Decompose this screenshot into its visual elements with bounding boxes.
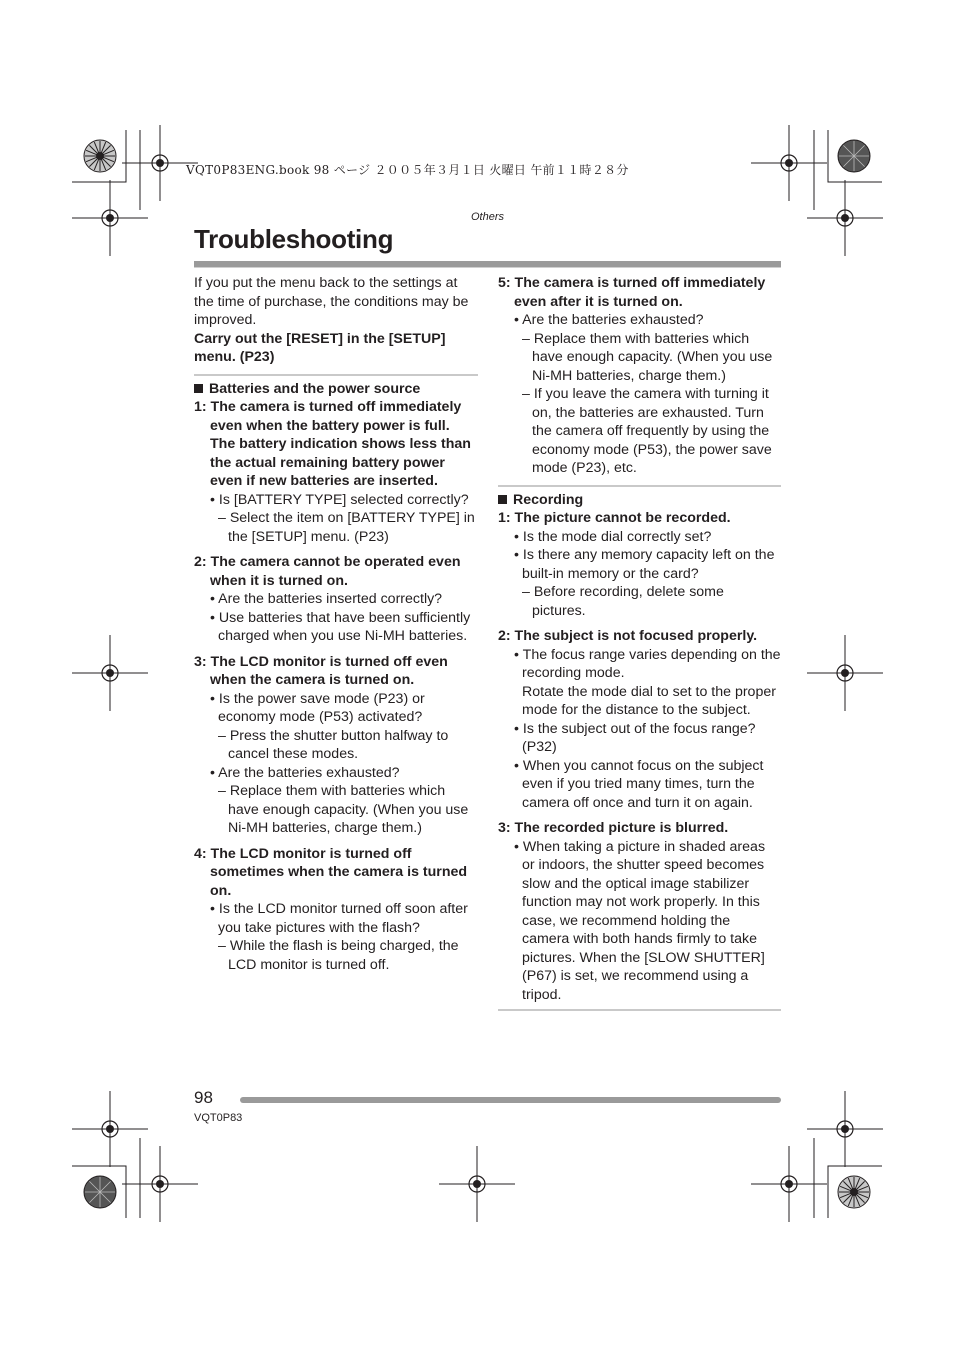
divider — [498, 1009, 781, 1011]
square-bullet-icon — [498, 495, 507, 504]
registration-crosshair-icon — [72, 1091, 148, 1167]
footer-bar — [240, 1097, 781, 1103]
registration-crosshair-icon — [751, 125, 827, 201]
faq-question: 1: The camera is turned off immediately even when the battery power is full. The battery indication shows less than the actual remaining battery power even if new batteries are inserted. — [194, 399, 471, 489]
registration-crosshair-icon — [807, 180, 883, 256]
faq-question: 4: The LCD monitor is turned off sometimes when the camera is turned on. — [194, 845, 468, 899]
faq-sub-bullet: – While the flash is being charged, the LCD monitor is turned off. — [218, 938, 459, 973]
category-heading-text: Batteries and the power source — [209, 380, 421, 397]
section-label: Others — [471, 211, 505, 223]
registration-star-icon — [838, 140, 870, 172]
faq-item — [498, 274, 781, 478]
faq-sub-bullet: – Press the shutter button halfway to cancel these modes. — [218, 727, 449, 762]
faq-bullet: • Are the batteries inserted correctly? — [210, 591, 443, 607]
registration-crosshair-icon — [807, 635, 883, 711]
intro-instruction: Carry out the [RESET] in the [SETUP] menu. (P23) — [194, 330, 446, 365]
registration-crosshair-icon — [72, 180, 148, 256]
faq-bullet: • Use batteries that have been sufficiently charged when you use Ni-MH batteries. — [210, 609, 471, 644]
page-number: 98 — [194, 1088, 213, 1107]
faq-bullet: • When you cannot focus on the subject even if you tried many times, turn the camera off once and turn it on again. — [514, 757, 764, 811]
divider — [498, 485, 781, 487]
faq-bullet: • When taking a picture in shaded areas or indoors, the shutter speed becomes slow and the optical image stabilizer function may not work properly. In this case, we recommend holding the camera with both hands firmly to take pictures. When the [SLOW SHUTTER] (P67) is set, we recommend using a tripod. — [514, 838, 766, 1003]
faq-sub-bullet: – Select the item on [BATTERY TYPE] in the [SETUP] menu. (P23) — [218, 510, 475, 545]
faq-question: 1: The picture cannot be recorded. — [498, 510, 731, 526]
faq-bullet-continuation: Rotate the mode dial to set to the proper mode for the distance to the subject. — [522, 683, 776, 718]
registration-crosshair-icon — [807, 1091, 883, 1167]
faq-question: 5: The camera is turned off immediately even after it is turned on. — [498, 275, 766, 310]
faq-question: 3: The recorded picture is blurred. — [498, 820, 729, 836]
registration-star-icon — [84, 1176, 116, 1208]
faq-bullet: • Is [BATTERY TYPE] selected correctly? — [210, 491, 469, 508]
faq-bullet: • Is there any memory capacity left on the built-in memory or the card? — [514, 547, 775, 582]
faq-bullet: • Are the batteries exhausted? — [210, 764, 400, 781]
page-title: Troubleshooting — [194, 224, 394, 254]
faq-sub-bullet: – Replace them with batteries which have enough capacity. (When you use Ni-MH batteries, charge them.) — [218, 783, 469, 836]
faq-item — [498, 509, 781, 620]
print-header: VQT0P83ENG.book 98 ページ ２００５年３月１日 火曜日 午前１１時２８分 — [186, 163, 629, 177]
category-heading-text: Recording — [513, 491, 584, 508]
faq-bullet: • Is the LCD monitor turned off soon after you take pictures with the flash? — [210, 901, 468, 936]
title-underline-shadow — [194, 267, 781, 268]
registration-star-icon — [838, 1176, 870, 1208]
registration-crosshair-icon — [439, 1146, 515, 1222]
faq-item — [194, 845, 478, 975]
square-bullet-icon — [194, 384, 203, 393]
faq-sub-bullet: – Replace them with batteries which have enough capacity. (When you use Ni-MH batteries, charge them.) — [522, 330, 773, 384]
faq-bullet: • Is the mode dial correctly set? — [514, 528, 712, 545]
faq-question: 2: The subject is not focused properly. — [498, 628, 758, 644]
category-heading-batteries — [194, 380, 478, 399]
registration-star-icon — [84, 140, 116, 172]
faq-question: 3: The LCD monitor is turned off even when the camera is turned on. — [194, 653, 448, 688]
faq-bullet: • Are the batteries exhausted? — [514, 312, 704, 328]
intro-text: If you put the menu back to the settings at the time of purchase, the conditions may be improved. — [194, 275, 469, 328]
faq-item — [194, 653, 478, 838]
category-heading-recording — [498, 491, 781, 510]
faq-question: 2: The camera cannot be operated even when it is turned on. — [194, 554, 461, 589]
faq-sub-bullet: – If you leave the camera with turning it on, the batteries are exhausted. Turn the camera off frequently by using the economy mode (P53), the power save mode (P23), etc. — [522, 386, 772, 476]
right-column — [498, 274, 781, 1011]
divider — [194, 374, 478, 376]
faq-item — [194, 553, 478, 646]
faq-bullet: • The focus range varies depending on the recording mode. — [514, 646, 781, 681]
left-column — [194, 274, 478, 981]
registration-crosshair-icon — [122, 1146, 198, 1222]
faq-item — [498, 819, 781, 1004]
faq-item — [194, 398, 478, 546]
model-code: VQT0P83 — [194, 1112, 243, 1124]
faq-item — [498, 627, 781, 812]
faq-bullet: • Is the power save mode (P23) or economy mode (P53) activated? — [210, 690, 425, 725]
registration-crosshair-icon — [751, 1146, 827, 1222]
faq-sub-bullet: – Before recording, delete some pictures. — [522, 584, 724, 619]
registration-crosshair-icon — [72, 635, 148, 711]
faq-bullet: • Is the subject out of the focus range? (P32) — [514, 720, 756, 755]
